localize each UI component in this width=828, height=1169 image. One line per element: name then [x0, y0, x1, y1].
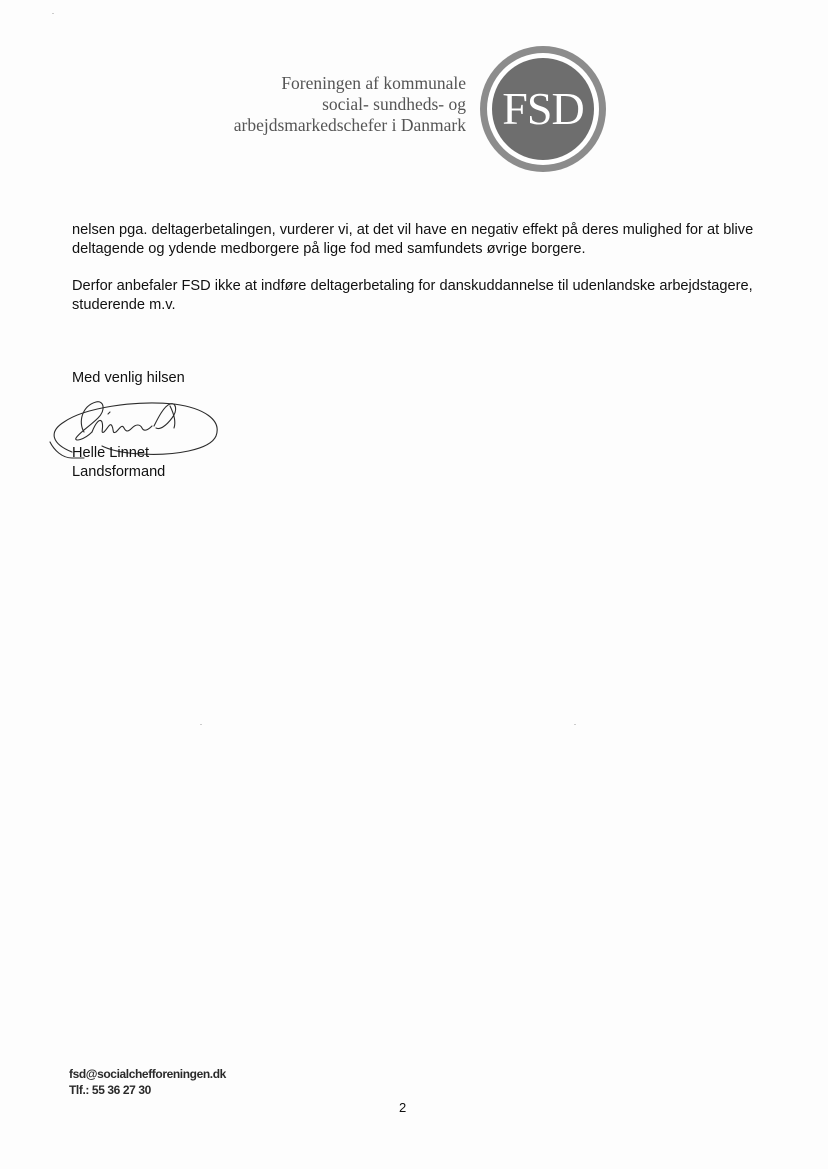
- footer-email: fsd@socialchefforeningen.dk: [69, 1067, 226, 1081]
- paragraph-2-line-2: studerende m.v.: [72, 297, 176, 313]
- fsd-logo: [478, 44, 608, 174]
- footer-phone: Tlf.: 55 36 27 30: [69, 1083, 151, 1097]
- paragraph-2-line-1: Derfor anbefaler FSD ikke at indføre deltagerbetaling for danskuddannelse til udenlandske arbejdstagere,: [72, 278, 753, 294]
- paragraph-1-line-1: nelsen pga. deltagerbetalingen, vurderer vi, at det vil have en negativ effekt på deres mulighed for at blive: [72, 222, 754, 238]
- org-name-line-3: arbejdsmarkedschefer i Danmark: [233, 115, 466, 135]
- organization-name: [234, 73, 466, 136]
- signer-title: Landsformand: [72, 464, 166, 480]
- scan-speck: [200, 724, 202, 725]
- page-number: 2: [399, 1100, 407, 1115]
- body-paragraph-1: [72, 221, 772, 259]
- logo-text: FSD: [502, 83, 584, 134]
- paragraph-1-line-2: deltagende og ydende medborgere på lige fod med samfundets øvrige borgere.: [72, 241, 586, 257]
- closing-greeting: Med venlig hilsen: [72, 370, 185, 386]
- signer-name: Helle Linnet: [72, 445, 150, 461]
- org-name-line-2: social- sundheds- og: [322, 94, 466, 114]
- footer-contact: [69, 1066, 226, 1098]
- org-name-line-1: Foreningen af kommunale: [281, 73, 466, 93]
- scan-speck: [574, 724, 576, 725]
- signer-block: [72, 444, 165, 482]
- scan-speck: [52, 13, 54, 14]
- body-paragraph-2: [72, 277, 772, 315]
